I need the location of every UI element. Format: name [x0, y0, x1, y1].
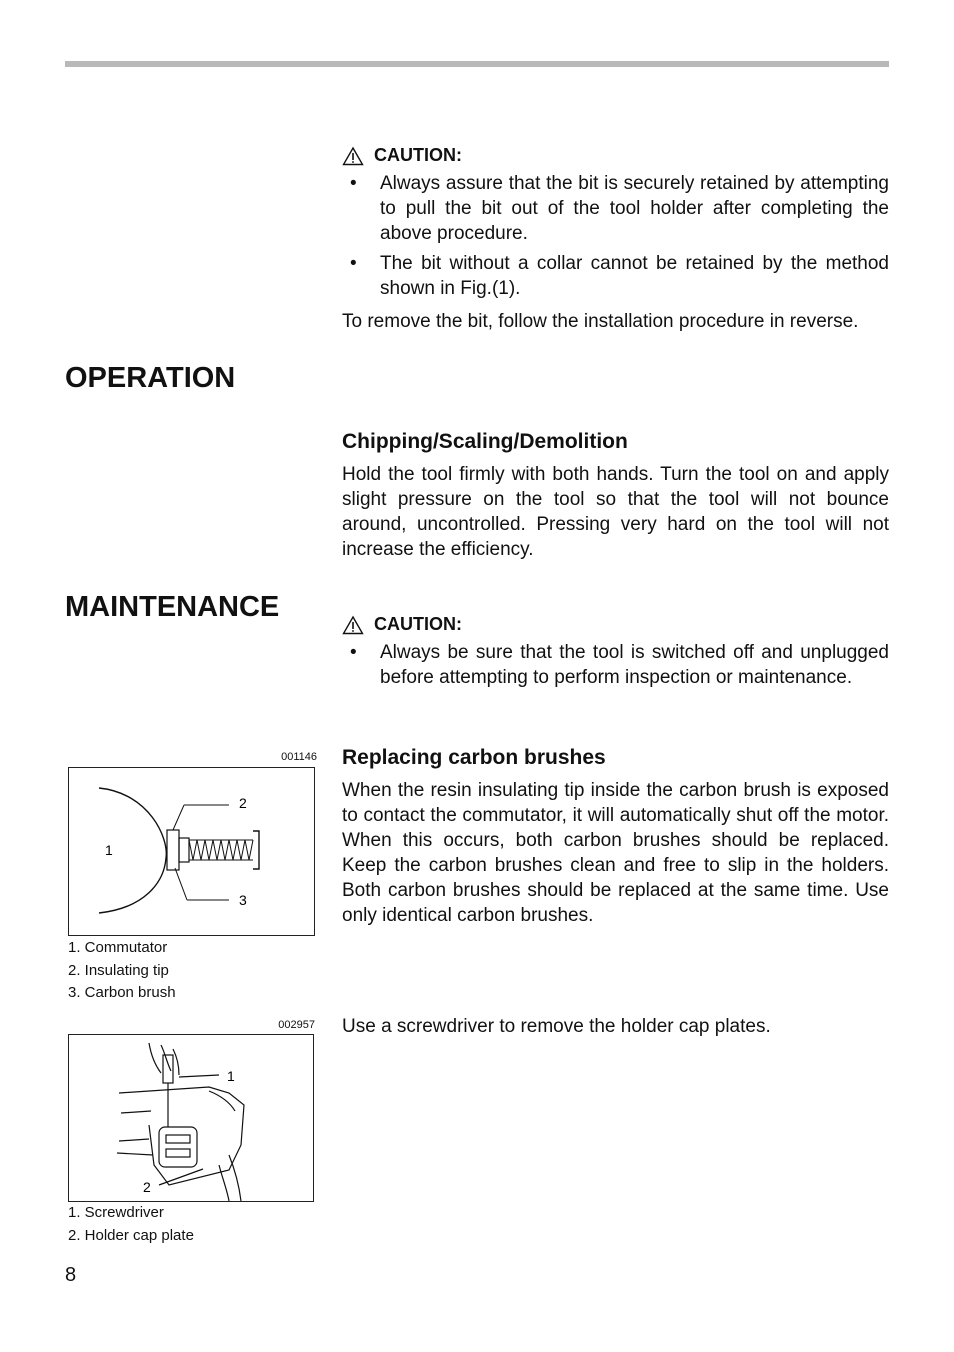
caution-item: • The bit without a collar cannot be retained by the method shown in Fig.(1). [350, 253, 889, 299]
figure1-code: 001146 [281, 751, 317, 763]
operation-heading: OPERATION [65, 362, 236, 394]
legend-item: 1. Commutator [68, 939, 168, 956]
figure1-callout-1: 1 [105, 842, 113, 858]
figure1-callout-2: 2 [239, 795, 247, 811]
legend-item: 2. Holder cap plate [68, 1226, 194, 1244]
figure1-callout-3: 3 [239, 892, 247, 908]
caution-list [342, 171, 889, 301]
legend-item: 3. Carbon brush [68, 984, 176, 1001]
figure2-code-row [68, 1019, 315, 1033]
chipping-body: Hold the tool firmly with both hands. Turn the tool on and apply slight pressure on the tool so that the tool will not bounce around, uncontrolled. Pressing very hard on the tool will not increase the efficiency. [342, 464, 889, 560]
warning-triangle-icon [342, 615, 364, 635]
figure2-code: 002957 [278, 1019, 315, 1031]
chipping-section [342, 429, 889, 562]
legend-item: 1. Screwdriver [68, 1204, 164, 1221]
remove-bit-text: To remove the bit, follow the installation procedure in reverse. [342, 311, 859, 332]
brushes-heading: Replacing carbon brushes [342, 746, 606, 769]
legend-item: 2. Insulating tip [68, 961, 169, 979]
chipping-heading: Chipping/Scaling/Demolition [342, 430, 628, 453]
figure1-legend [68, 937, 176, 1005]
caution-list [342, 640, 889, 690]
caution-item: • Always assure that the bit is securely retained by attempting to pull the bit out of the tool holder after completing the above procedure. [350, 173, 889, 244]
screwdriver-illustration [69, 1035, 313, 1201]
figure1-code-row [68, 751, 317, 765]
figure2-legend [68, 1202, 194, 1247]
caution-block-2 [342, 612, 889, 695]
figure2-callout-1: 1 [227, 1068, 235, 1084]
caution-block-1 [342, 143, 889, 306]
brushes-section [342, 745, 889, 928]
figure1-diagram [68, 767, 315, 936]
caution-heading [342, 612, 889, 637]
caution-label: CAUTION: [374, 145, 462, 165]
caution-item: • Always be sure that the tool is switched off and unplugged before attempting to perform inspection or maintenance. [350, 642, 889, 688]
caution-label: CAUTION: [374, 614, 462, 634]
screwdriver-text: Use a screwdriver to remove the holder cap plates. [342, 1016, 771, 1037]
figure2-diagram [68, 1034, 314, 1202]
maintenance-heading: MAINTENANCE [65, 591, 280, 623]
warning-triangle-icon [342, 146, 364, 166]
top-rule [65, 61, 889, 67]
page-number: 8 [65, 1264, 77, 1286]
carbon-brush-illustration [69, 768, 314, 935]
figure2-callout-2: 2 [143, 1179, 151, 1195]
brushes-body: When the resin insulating tip inside the carbon brush is exposed to contact the commutator, it will automatically shut off the motor. When this occurs, both carbon brushes should be replaced. Keep the carbon brushes clean and free to slip in the holders. Both carbon brushes should be replaced at the same time. Use only identical carbon brushes. [342, 780, 889, 926]
caution-heading [342, 143, 889, 168]
